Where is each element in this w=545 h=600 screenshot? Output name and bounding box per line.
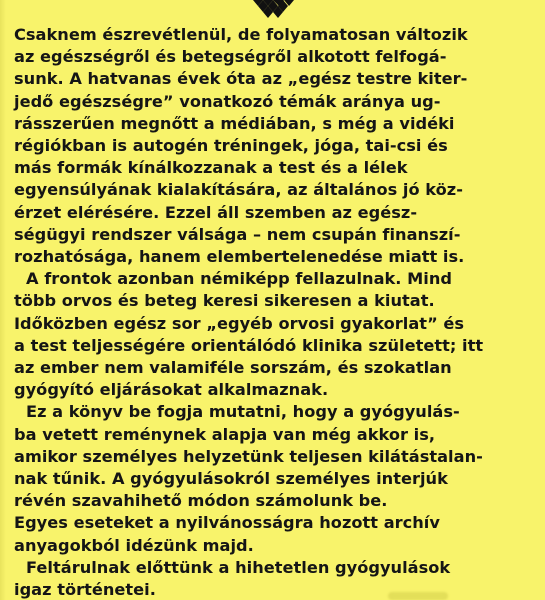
paragraph-intro: Csaknem észrevétlenül, de folyamatosan változik az egészségről és betegségről alkotott felfogá- sunk. A hatvanas évek óta az „egész testre kiter- jedő egészségre” vonatkozó témák aránya ug- rásszerűen megnőtt a médiában, s még a vidéki régiókban is autogén tréningek, jóga, tai-csi és más formák kínálkozzanak a test és a lélek egyensúlyának kialakítására, az általános jó köz- érzet elérésére. Ezzel áll szemben az egész- ségügyi rendszer válsága – nem csupán finanszí- rozhatósága, hanem elembertelenedése miatt is. <box>14 25 468 267</box>
page-edge-shadow <box>0 0 6 600</box>
paragraph-feltarulnak: Feltárulnak előttünk a hihetetlen gyógyulások igaz történetei. <box>14 557 451 600</box>
paragraph-konyv: Ez a könyv be fogja mutatni, hogy a gyógyulás- ba vetett reménynek alapja van még akkor is, amikor személyes helyzetünk teljesen kilátástalan- nak tűnik. A gyógyulásokról személyes interjúk révén szavahihető módon számolunk be. Egyes eseteket a nyilvánosságra hozott archív anyagokból idézünk majd. <box>14 402 483 555</box>
paper-smudge <box>388 592 448 600</box>
black-diamond-ornament-icon <box>252 0 294 18</box>
body-text <box>14 24 530 600</box>
paragraph-frontok: A frontok azonban némiképp fellazulnak. Mind több orvos és beteg keresi sikeresen a kiutat. Időközben egész sor „egyéb orvosi gyakorlat” és a test teljességére orientálódó klinika született; itt az ember nem valamiféle sorszám, és szokatlan gyógyító eljárásokat alkalmaznak. <box>14 269 484 400</box>
